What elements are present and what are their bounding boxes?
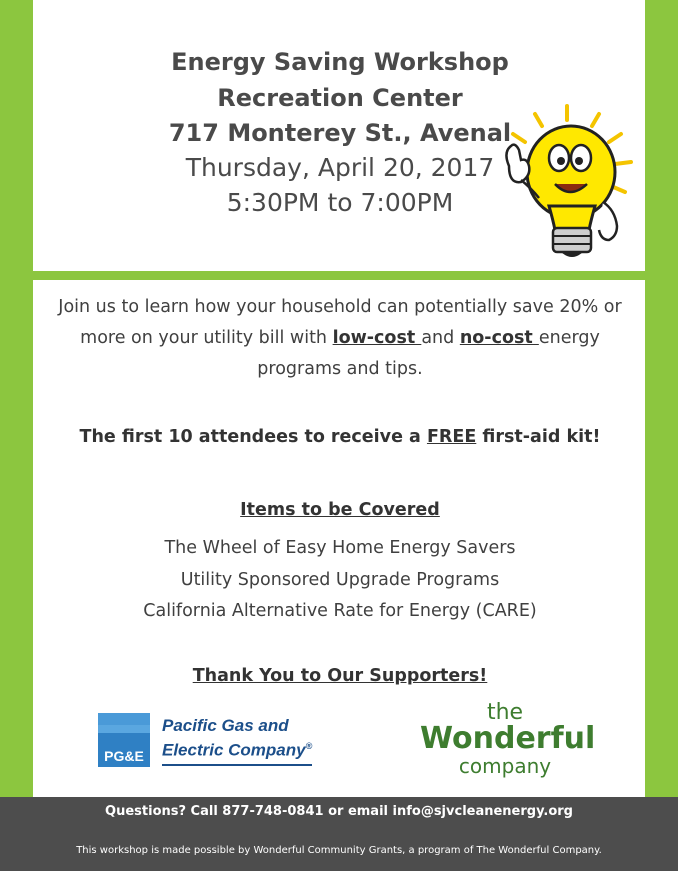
- low-cost-emphasis: low-cost: [332, 328, 422, 348]
- intro-line-2-start: more on your utility bill with: [80, 328, 333, 348]
- covered-item: California Alternative Rate for Energy (CARE): [143, 601, 537, 621]
- wonderful-logo-the: the: [486, 700, 524, 725]
- intro-line-2-end: energy: [538, 328, 600, 348]
- free-kit-offer: [50, 427, 630, 447]
- right-green-border: [645, 0, 678, 797]
- pge-name-line-1: Pacific Gas and: [162, 716, 289, 735]
- event-venue: Recreation Center: [217, 84, 463, 112]
- covered-item: Utility Sponsored Upgrade Programs: [180, 570, 500, 590]
- pge-logo-icon: [98, 713, 150, 767]
- no-cost-emphasis: no-cost: [459, 328, 539, 348]
- intro-line-3: programs and tips.: [257, 359, 423, 379]
- footer-bar: [0, 797, 678, 871]
- event-time: 5:30PM to 7:00PM: [226, 188, 454, 217]
- footer-contact: Questions? Call 877-748-0841 or email info@sjvcleanenergy.org: [105, 804, 573, 819]
- free-emphasis: FREE: [426, 427, 477, 447]
- section-divider: [0, 271, 678, 280]
- covered-item: The Wheel of Easy Home Energy Savers: [164, 538, 516, 558]
- lightbulb-mascot-icon: [497, 102, 637, 272]
- pge-name-line-2-text: Electric Company: [162, 740, 306, 760]
- wonderful-logo-wonderful: Wonderful: [420, 721, 596, 756]
- event-title: Energy Saving Workshop: [171, 48, 509, 76]
- left-green-border: [0, 0, 33, 797]
- intro-line-1: Join us to learn how your household can potentially save 20% or: [58, 297, 622, 317]
- supporters-heading: Thank You to Our Supporters!: [192, 666, 488, 686]
- footer-note: This workshop is made possible by Wonderful Community Grants, a program of The Wonderful Company.: [76, 845, 602, 856]
- event-address: 717 Monterey St., Avenal: [168, 119, 512, 147]
- wonderful-logo-company: company: [458, 754, 552, 778]
- pge-underline: [162, 764, 312, 766]
- items-heading: Items to be Covered: [240, 500, 440, 520]
- event-date: Thursday, April 20, 2017: [185, 153, 495, 182]
- intro-line-2-mid: and: [421, 328, 460, 348]
- pge-name: [162, 716, 312, 761]
- pge-name-line-2: [162, 736, 312, 761]
- offer-end: first-aid kit!: [476, 427, 601, 447]
- pge-logo-text: PG&E: [104, 748, 144, 764]
- intro-line-2: [50, 328, 630, 348]
- offer-start: The first 10 attendees to receive a: [79, 427, 427, 447]
- registered-mark: ®: [305, 741, 313, 751]
